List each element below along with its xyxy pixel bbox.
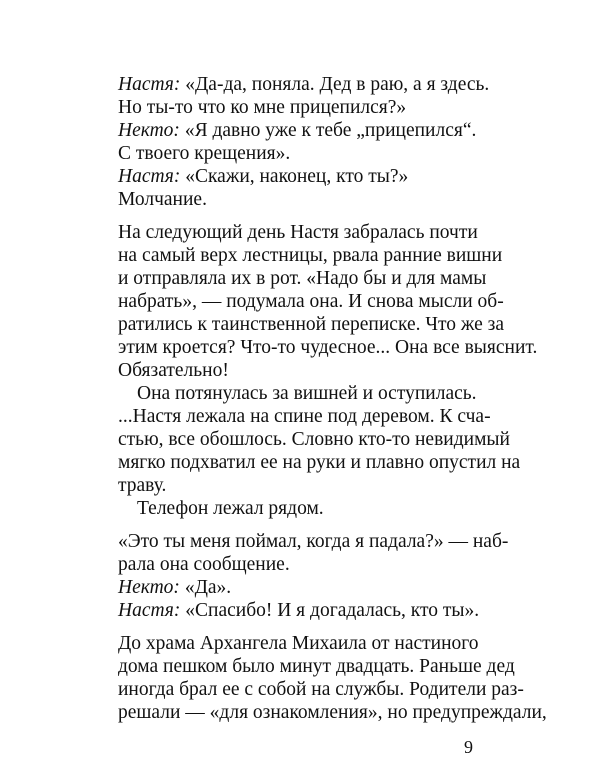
speaker-name: Настя:: [118, 166, 181, 187]
paragraph-line: и отправляла их в рот. «Надо бы и для мамы: [118, 268, 487, 289]
paragraph-line: «Это ты меня поймал, когда я падала?» — наб-: [118, 531, 509, 552]
paragraph-line: мягко подхватил ее на руки и плавно опустил на: [118, 452, 521, 473]
paragraph-line: на самый верх лестницы, рвала ранние вишни: [118, 245, 503, 266]
line-text: «Да».: [179, 577, 232, 598]
line-text: «Я давно уже к тебе „прицепился“.: [179, 120, 477, 141]
line-text: «Да-да, поняла. Дед в раю, а я здесь.: [180, 74, 490, 95]
paragraph-line: иногда брал ее с собой на службы. Родители раз-: [118, 679, 524, 700]
dialogue-line: [118, 167, 408, 187]
paragraph-line: ратились к таинственной переписке. Что же за: [118, 314, 505, 335]
dialogue-line: [118, 578, 231, 598]
paragraph-line: Она потянулась за вишней и оступилась.: [137, 383, 477, 404]
text-line: Но ты-то что ко мне прицепился?»: [118, 97, 407, 118]
speaker-name: Настя:: [118, 74, 181, 95]
line-text: «Скажи, наконец, кто ты?»: [180, 166, 409, 187]
dialogue-line: [118, 120, 477, 141]
paragraph-line: дома пешком было минут двадцать. Раньше дед: [118, 656, 515, 677]
paragraph-line: решали — «для ознакомления», но предупреждали,: [118, 702, 547, 723]
paragraph-line: рала она сообщение.: [118, 554, 290, 575]
text-line: Молчание.: [118, 189, 207, 210]
paragraph-line: этим кроется? Что-то чудесное... Она все выяснит.: [118, 337, 538, 358]
paragraph-line: На следующий день Настя забралась почти: [118, 222, 478, 243]
paragraph-line: стью, все обошлось. Словно кто-то невидимый: [118, 429, 510, 450]
paragraph-line: ...Настя лежала на спине под деревом. К сча-: [118, 406, 491, 427]
paragraph-line: Телефон лежал рядом.: [137, 498, 324, 519]
paragraph-line: набрать», — подумала она. И снова мысли об-: [118, 291, 504, 312]
dialogue-line: [118, 74, 490, 95]
paragraph-line: До храма Архангела Михаила от настиного: [118, 633, 479, 654]
text-line: С твоего крещения».: [118, 143, 291, 164]
speaker-name: Некто:: [118, 577, 180, 598]
speaker-name: Настя:: [118, 600, 181, 621]
speaker-name: Некто:: [118, 120, 180, 141]
paragraph-line: Обязательно!: [118, 360, 229, 381]
paragraph-line: траву.: [118, 475, 167, 496]
page-number: 9: [464, 737, 473, 757]
dialogue-line: [118, 601, 479, 621]
line-text: «Спасибо! И я догадалась, кто ты».: [180, 600, 480, 621]
